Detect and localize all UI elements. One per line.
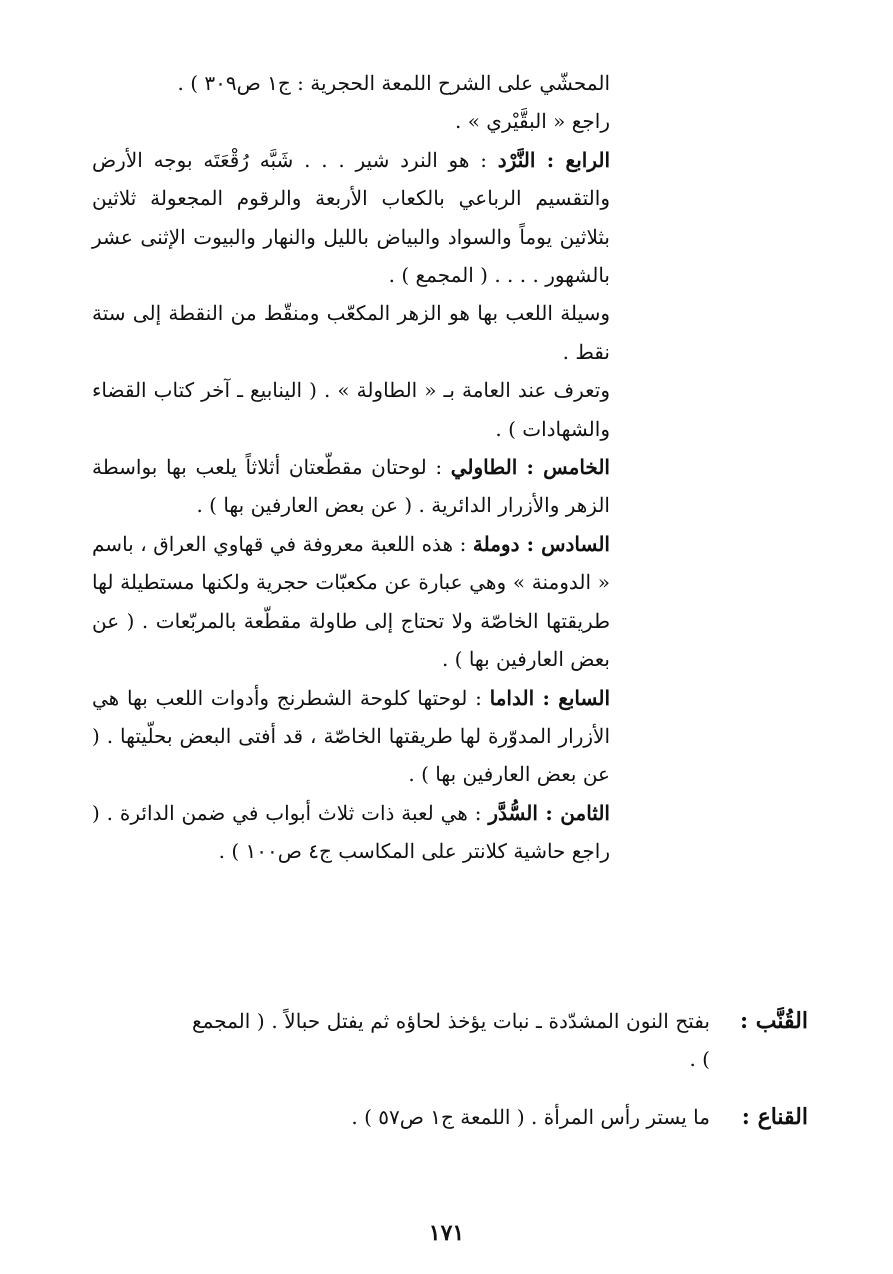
paragraph-sixth — [92, 525, 610, 679]
paragraph-fifth-text: : لوحتان مقطّعتان أثلاثاً يلعب بها بواسطة الزهر والأزرار الدائرية . ( عن بعض العارفين بها ) . — [92, 455, 610, 518]
paragraph-fifth — [92, 448, 610, 525]
paragraph-see-also: راجع « البقَّيْري » . — [454, 109, 610, 134]
paragraph-tawla: وتعرف عند العامة بـ « الطاولة » . ( الينابيع ـ آخر كتاب القضاء والشهادات ) . — [92, 378, 610, 441]
paragraph-fifth-label: الخامس : الطاولي — [450, 455, 610, 480]
entry-headword: القناع : — [741, 1104, 808, 1130]
paragraph-fourth-label: الرابع : النَّرْد — [497, 147, 610, 172]
main-text-column — [92, 64, 610, 871]
paragraph-fourth — [92, 141, 610, 295]
dictionary-entry — [92, 1002, 808, 1082]
paragraph-continuation: المحشّي على الشرح اللمعة الحجرية : ج١ ص٣٠٩ ) . — [177, 71, 610, 95]
paragraph-eighth — [92, 794, 610, 871]
paragraph-eighth-text: : هي لعبة ذات ثلاث أبواب في ضمن الدائرة . ( راجع حاشية كلانتر على المكاسب ج٤ ص١٠٠ ) . — [92, 800, 610, 864]
entry-definition: ما يستر رأس المرأة . ( اللمعة ج١ ص٥٧ ) . — [351, 1105, 710, 1129]
entry-definition: بفتح النون المشدّدة ـ نبات يؤخذ لحاؤه ثم يفتل حبالاً . ( المجمع ) . — [192, 1009, 710, 1072]
page-number: ١٧١ — [428, 1220, 465, 1246]
paragraph-sixth-text: : هذه اللعبة معروفة في قهاوي العراق ، باسم « الدومنة » وهي عبارة عن مكعبّات حجرية ولكنها مستطيلة لها طريقتها الخاصّة ولا تحتاج إلى طاولة مقطّعة بالمربّعات . ( عن بعض العارفين بها ) . — [92, 531, 610, 672]
paragraph-fourth-text: : هو النرد شير . . . شَبَّه رُقْعَتَه بوجه الأرض والتقسيم الرباعي بالكعاب الأربعة والرقوم المجعولة ثلاثين بثلاثين يوماً والسواد والبياض بالليل والنهار والبيوت الإثنى عشر بالشهور . . . . ( المجمع ) . — [92, 147, 610, 288]
paragraph-sixth-label: السادس : دوملة — [472, 531, 610, 556]
paragraph-dice: وسيلة اللعب بها هو الزهر المكعّب ومنقّط من النقطة إلى ستة نقط . — [92, 301, 610, 364]
paragraph-eighth-label: الثامن : السُّدَّر — [488, 800, 610, 825]
paragraph-seventh-text: : لوحتها كلوحة الشطرنج وأدوات اللعب بها هي الأزرار المدوّرة لها طريقتها الخاصّة ، قد أفتى البعض بحلّيتها . ( عن بعض العارفين بها ) . — [92, 685, 610, 787]
entry-headword: القُنَّب : — [740, 1008, 808, 1034]
paragraph-seventh-label: السابع : الداما — [489, 685, 610, 710]
dictionary-entry — [92, 1098, 808, 1138]
paragraph-seventh — [92, 679, 610, 794]
